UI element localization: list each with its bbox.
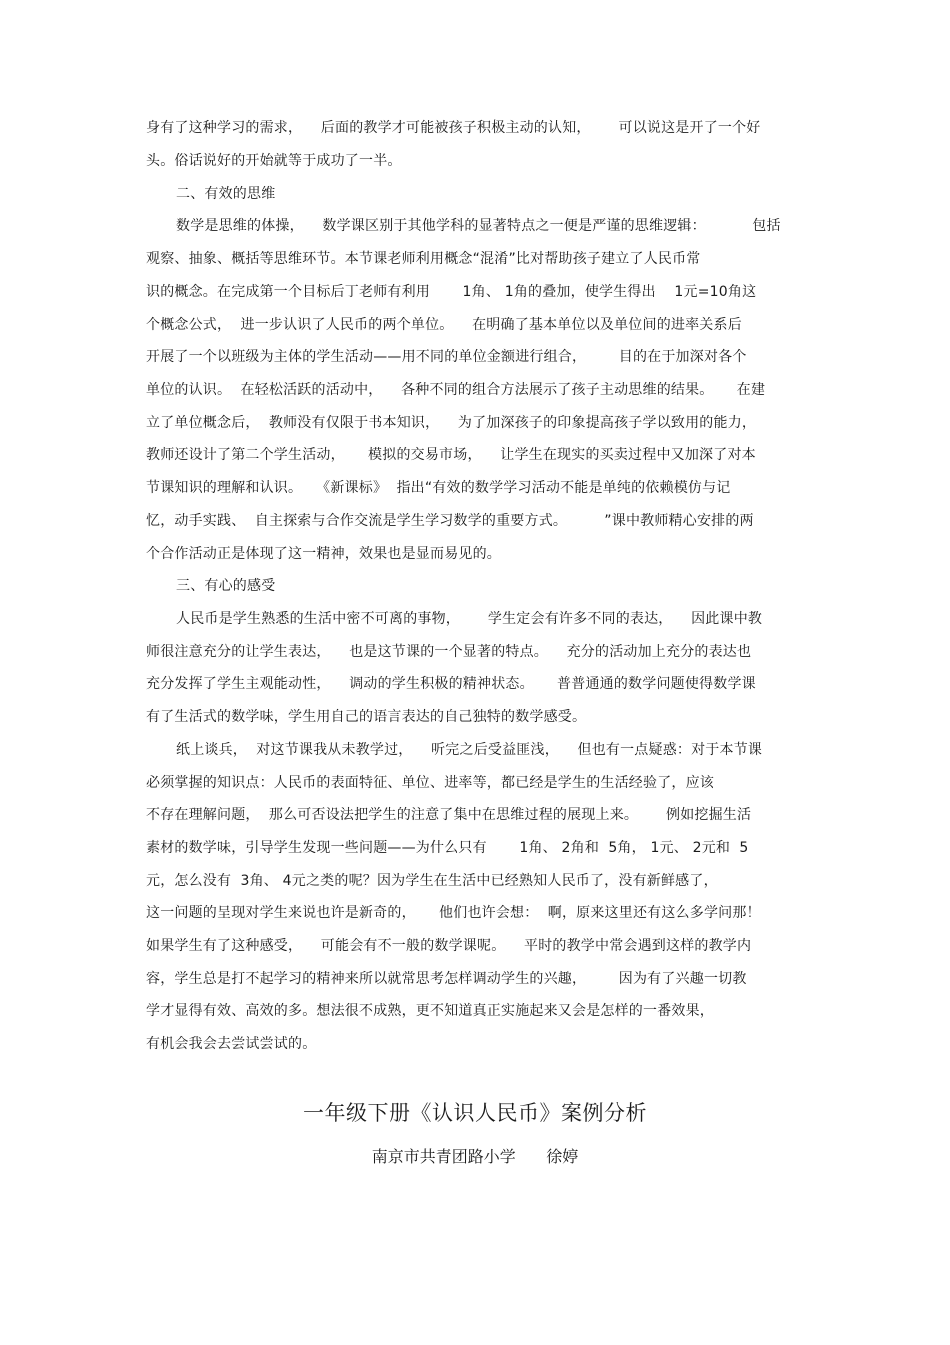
text-line: 如果学生有了这种感受， 可能会有不一般的数学课呢。 平时的教学中常会遇到这样的教学内: [146, 938, 752, 954]
text-line: 学才显得有效、高效的多。想法很不成熟，更不知道真正实施起来又会是怎样的一番效果，: [146, 1003, 714, 1019]
text-line: 素材的数学味，引导学生发现一些问题——为什么只有 1角、 2角和 5角， 1元、 2元和 5: [146, 840, 749, 856]
text-line: 不存在理解问题， 那么可否设法把学生的注意了集中在思维过程的展现上来。 例如挖掘生活: [146, 807, 752, 823]
text-line: 单位的认识。 在轻松活跃的活动中， 各种不同的组合方法展示了孩子主动思维的结果。 在建: [146, 382, 766, 398]
text-line: 纸上谈兵， 对这节课我从未教学过， 听完之后受益匪浅， 但也有一点疑惑：对于本节课: [176, 742, 763, 758]
text-line: 节课知识的理解和认识。 《新课标》 指出“有效的数学学习活动不能是单纯的依赖模仿与记: [146, 480, 731, 496]
text-line: 身有了这种学习的需求， 后面的教学才可能被孩子积极主动的认知， 可以说这是开了一个好: [146, 120, 761, 136]
text-line: 识的概念。在完成第一个目标后丁老师有利用 1角、 1角的叠加，使学生得出 1元=10角这: [146, 284, 757, 300]
text-line: 忆，动手实践、 自主探索与合作交流是学生学习数学的重要方式。 ”课中教师精心安排的两: [146, 513, 754, 529]
text-line: 立了单位概念后， 教师没有仅限于书本知识， 为了加深孩子的印象提高孩子学以致用的能力，: [146, 415, 757, 431]
text-line: 充分发挥了学生主观能动性， 调动的学生积极的精神状态。 普普通通的数学问题使得数学课: [146, 676, 756, 692]
text-line: 数学是思维的体操， 数学课区别于其他学科的显著特点之一便是严谨的思维逻辑： 包括: [176, 218, 781, 234]
text-line: 容，学生总是打不起学习的精神来所以就常思考怎样调动学生的兴趣， 因为有了兴趣一切教: [146, 971, 747, 987]
text-line: 元，怎么没有 3角、 4元之类的呢？因为学生在生活中已经熟知人民币了，没有新鲜感了，: [146, 873, 718, 889]
text-line: 个概念公式， 进一步认识了人民币的两个单位。 在明确了基本单位以及单位间的进率关系后: [146, 317, 742, 333]
text-line: 师很注意充分的让学生表达， 也是这节课的一个显著的特点。 充分的活动加上充分的表达也: [146, 644, 752, 660]
section-heading: 三、有心的感受: [176, 578, 276, 594]
author-line: 南京市共青团路小学 徐婷: [371, 1147, 579, 1166]
text-line: 有了生活式的数学味，学生用自己的语言表达的自己独特的数学感受。: [146, 709, 587, 725]
section-heading: 二、有效的思维: [176, 186, 276, 202]
text-line: 观察、抽象、概括等思维环节。本节课老师利用概念“混淆”比对帮助孩子建立了人民币常: [146, 251, 701, 267]
text-line: 教师还设计了第二个学生活动， 模拟的交易市场， 让学生在现实的买卖过程中又加深了对本: [146, 447, 756, 463]
text-line: 这一问题的呈现对学生来说也许是新奇的， 他们也许会想： 啊，原来这里还有这么多学问那！: [146, 905, 761, 921]
document-title: 一年级下册《认识人民币》案例分析: [303, 1101, 647, 1125]
text-line: 开展了一个以班级为主体的学生活动——用不同的单位金额进行组合， 目的在于加深对各个: [146, 349, 747, 365]
text-line: 头。俗话说好的开始就等于成功了一半。: [146, 153, 402, 169]
text-line: 有机会我会去尝试尝试的。: [146, 1036, 317, 1052]
text-line: 个合作活动正是体现了这一精神，效果也是显而易见的。: [146, 546, 501, 562]
text-line: 人民币是学生熟悉的生活中密不可离的事物， 学生定会有许多不同的表达， 因此课中教: [176, 611, 763, 627]
text-line: 必须掌握的知识点：人民币的表面特征、单位、进率等，都已经是学生的生活经验了，应该: [146, 775, 714, 791]
